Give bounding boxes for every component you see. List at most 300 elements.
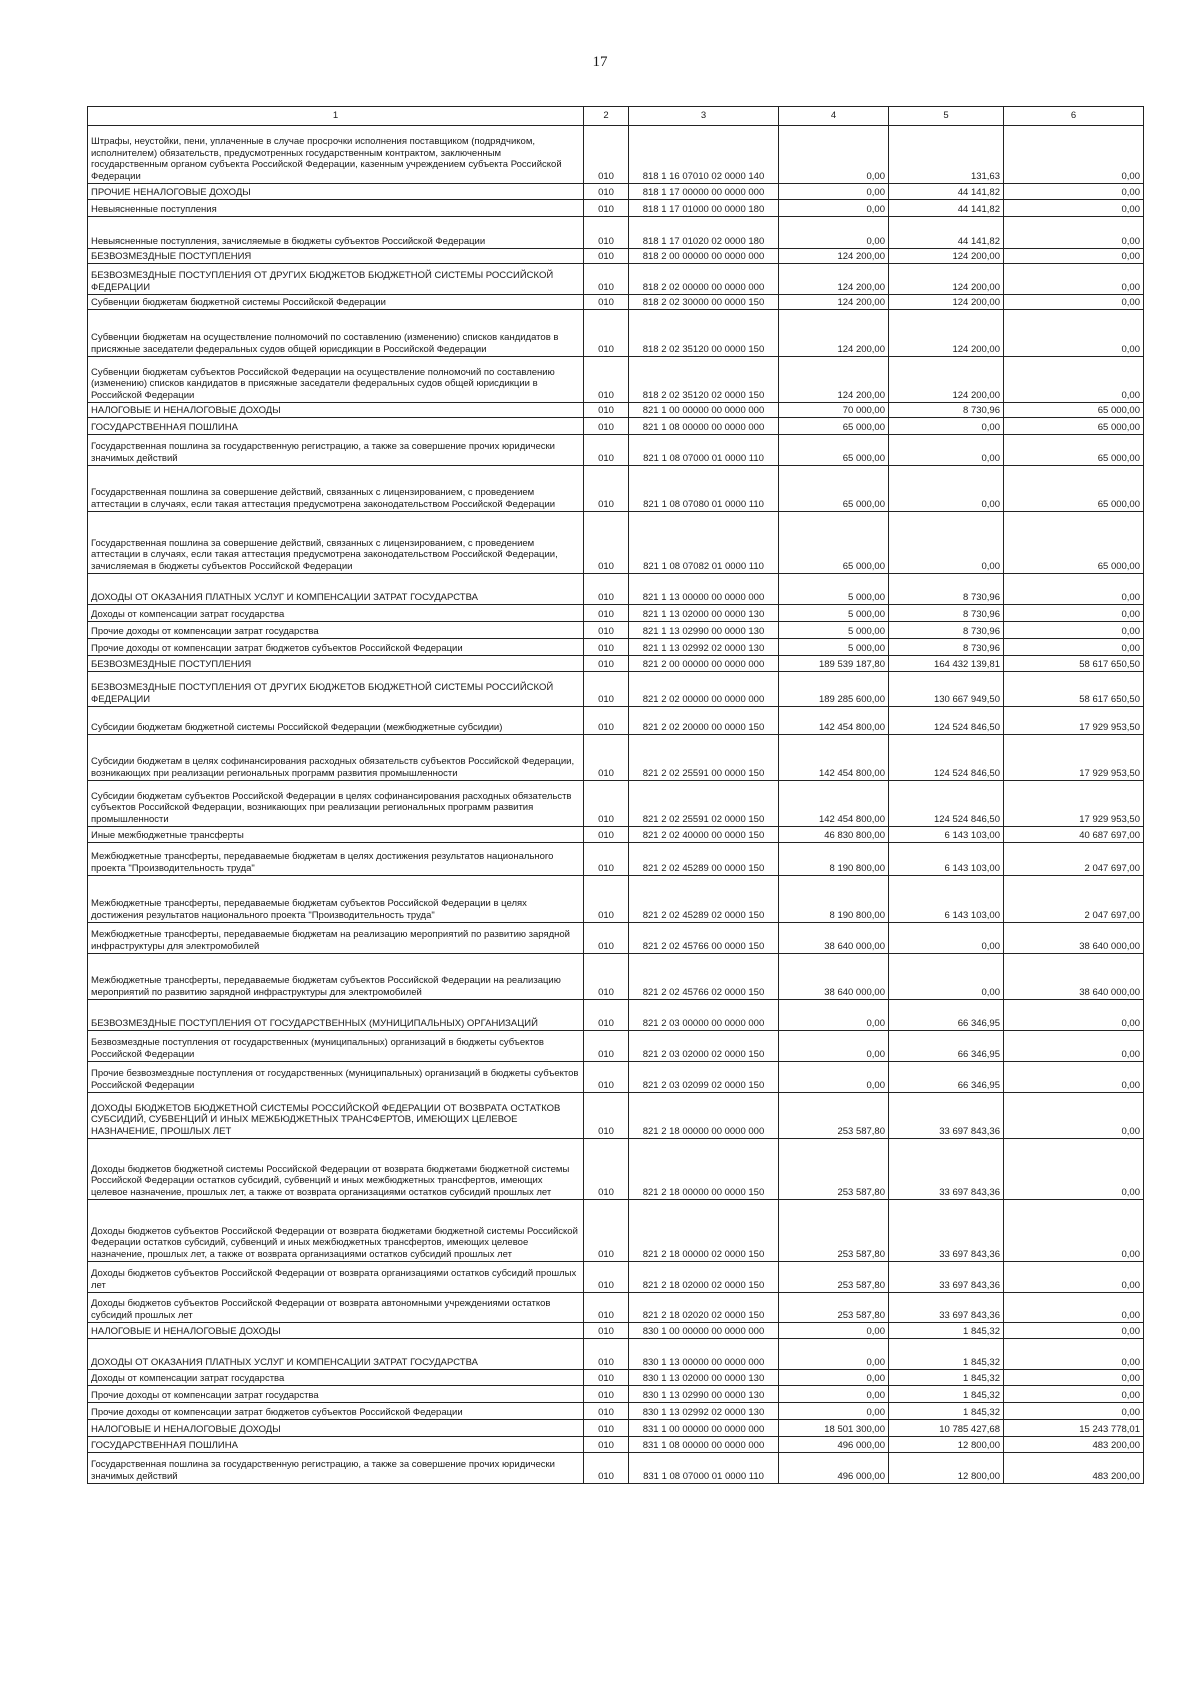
row-kbk-cell: 818 2 02 00000 00 0000 000 — [629, 264, 779, 295]
table-row — [88, 264, 1144, 295]
row-kbk-cell: 831 1 00 00000 00 0000 000 — [629, 1420, 779, 1437]
row-code-cell: 010 — [584, 656, 629, 672]
row-col6-cell: 0,00 — [1004, 1062, 1144, 1093]
row-kbk-cell: 821 2 18 02020 02 0000 150 — [629, 1293, 779, 1323]
row-name-cell: БЕЗВОЗМЕЗДНЫЕ ПОСТУПЛЕНИЯ ОТ ДРУГИХ БЮДЖЕТОВ БЮДЖЕТНОЙ СИСТЕМЫ РОССИЙСКОЙ ФЕДЕРАЦИИ — [88, 264, 584, 295]
row-col5-cell: 12 800,00 — [889, 1437, 1004, 1453]
table-row — [88, 1000, 1144, 1031]
table-row — [88, 418, 1144, 435]
row-code-cell: 010 — [584, 605, 629, 622]
table-row — [88, 126, 1144, 184]
table-row — [88, 200, 1144, 217]
row-col4-cell: 253 587,80 — [779, 1200, 889, 1262]
row-kbk-cell: 830 1 13 02000 00 0000 130 — [629, 1370, 779, 1386]
row-col6-cell: 0,00 — [1004, 357, 1144, 403]
row-col4-cell: 124 200,00 — [779, 357, 889, 403]
row-col6-cell: 0,00 — [1004, 1093, 1144, 1139]
table-row — [88, 622, 1144, 639]
table-row — [88, 435, 1144, 466]
row-code-cell: 010 — [584, 781, 629, 827]
row-col4-cell: 0,00 — [779, 1323, 889, 1339]
row-col4-cell: 496 000,00 — [779, 1437, 889, 1453]
row-col5-cell: 124 200,00 — [889, 249, 1004, 264]
table-row — [88, 466, 1144, 512]
row-code-cell: 010 — [584, 1293, 629, 1323]
row-col4-cell: 142 454 800,00 — [779, 781, 889, 827]
row-col6-cell: 2 047 697,00 — [1004, 876, 1144, 923]
row-code-cell: 010 — [584, 1139, 629, 1200]
row-kbk-cell: 821 2 02 00000 00 0000 000 — [629, 672, 779, 707]
row-col4-cell: 142 454 800,00 — [779, 707, 889, 735]
row-col5-cell: 0,00 — [889, 923, 1004, 954]
row-col4-cell: 124 200,00 — [779, 295, 889, 310]
row-code-cell: 010 — [584, 1262, 629, 1293]
table-row — [88, 605, 1144, 622]
row-name-cell: Прочие доходы от компенсации затрат бюджетов субъектов Российской Федерации — [88, 1403, 584, 1420]
row-col4-cell: 0,00 — [779, 217, 889, 249]
row-code-cell: 010 — [584, 357, 629, 403]
column-header: 1 — [88, 107, 584, 126]
column-header: 5 — [889, 107, 1004, 126]
row-kbk-cell: 821 1 00 00000 00 0000 000 — [629, 403, 779, 418]
row-col5-cell: 6 143 103,00 — [889, 876, 1004, 923]
row-code-cell: 010 — [584, 310, 629, 357]
revenue-table — [87, 106, 1144, 1484]
table-row — [88, 735, 1144, 781]
table-row — [88, 1323, 1144, 1339]
row-col4-cell: 46 830 800,00 — [779, 827, 889, 843]
row-col5-cell: 1 845,32 — [889, 1386, 1004, 1403]
row-name-cell: НАЛОГОВЫЕ И НЕНАЛОГОВЫЕ ДОХОДЫ — [88, 1420, 584, 1437]
row-name-cell: Субвенции бюджетам бюджетной системы Российской Федерации — [88, 295, 584, 310]
row-kbk-cell: 818 1 17 01000 00 0000 180 — [629, 200, 779, 217]
row-col6-cell: 65 000,00 — [1004, 512, 1144, 574]
row-code-cell: 010 — [584, 1000, 629, 1031]
row-col6-cell: 0,00 — [1004, 1139, 1144, 1200]
row-kbk-cell: 831 1 08 07000 01 0000 110 — [629, 1453, 779, 1484]
row-col6-cell: 483 200,00 — [1004, 1453, 1144, 1484]
row-code-cell: 010 — [584, 249, 629, 264]
row-code-cell: 010 — [584, 1031, 629, 1062]
column-header: 3 — [629, 107, 779, 126]
row-name-cell: Государственная пошлина за государственную регистрацию, а также за совершение прочих юридически значимых действий — [88, 1453, 584, 1484]
row-kbk-cell: 818 2 02 35120 00 0000 150 — [629, 310, 779, 357]
table-row — [88, 843, 1144, 876]
table-row — [88, 707, 1144, 735]
row-col5-cell: 6 143 103,00 — [889, 843, 1004, 876]
row-kbk-cell: 821 2 03 00000 00 0000 000 — [629, 1000, 779, 1031]
row-col6-cell: 0,00 — [1004, 1370, 1144, 1386]
row-kbk-cell: 821 2 18 00000 02 0000 150 — [629, 1200, 779, 1262]
row-col4-cell: 0,00 — [779, 1370, 889, 1386]
row-col5-cell: 1 845,32 — [889, 1370, 1004, 1386]
row-col4-cell: 253 587,80 — [779, 1093, 889, 1139]
row-col5-cell: 0,00 — [889, 512, 1004, 574]
row-col4-cell: 65 000,00 — [779, 435, 889, 466]
row-kbk-cell: 818 1 16 07010 02 0000 140 — [629, 126, 779, 184]
table-row — [88, 295, 1144, 310]
row-col4-cell: 65 000,00 — [779, 512, 889, 574]
row-col6-cell: 0,00 — [1004, 622, 1144, 639]
row-col6-cell: 17 929 953,50 — [1004, 707, 1144, 735]
row-col4-cell: 142 454 800,00 — [779, 735, 889, 781]
row-col6-cell: 65 000,00 — [1004, 435, 1144, 466]
row-code-cell: 010 — [584, 295, 629, 310]
row-col5-cell: 0,00 — [889, 466, 1004, 512]
row-col6-cell: 58 617 650,50 — [1004, 656, 1144, 672]
table-row — [88, 954, 1144, 1000]
row-col6-cell: 0,00 — [1004, 1386, 1144, 1403]
row-col5-cell: 10 785 427,68 — [889, 1420, 1004, 1437]
row-name-cell: Штрафы, неустойки, пени, уплаченные в случае просрочки исполнения поставщиком (подрядчиком, исполнителем) обязательств, предусмотренных государственным контрактом, заключенным государственным органом субъекта Российской Федерации, казенным учреждением субъекта Российской Федерации — [88, 126, 584, 184]
row-name-cell: Межбюджетные трансферты, передаваемые бюджетам на реализацию мероприятий по развитию зарядной инфраструктуры для электромобилей — [88, 923, 584, 954]
row-col5-cell: 124 200,00 — [889, 357, 1004, 403]
row-name-cell: Доходы бюджетов субъектов Российской Федерации от возврата бюджетами бюджетной системы Российской Федерации остатков субсидий, субвенций и иных межбюджетных трансфертов, имеющих целевое назначение, прошлых лет, а также от возврата организациями остатков субсидий прошлых лет — [88, 1200, 584, 1262]
row-code-cell: 010 — [584, 923, 629, 954]
row-col5-cell: 44 141,82 — [889, 184, 1004, 200]
row-name-cell: Государственная пошлина за совершение действий, связанных с лицензированием, с проведением аттестации в случаях, если такая аттестация предусмотрена законодательством Российской Федерации, зачисляемая в бюджеты субъектов Российской Федерации — [88, 512, 584, 574]
row-kbk-cell: 821 2 18 00000 00 0000 150 — [629, 1139, 779, 1200]
table-row — [88, 1339, 1144, 1370]
row-col5-cell: 0,00 — [889, 418, 1004, 435]
table-row — [88, 1262, 1144, 1293]
row-kbk-cell: 821 2 02 25591 02 0000 150 — [629, 781, 779, 827]
row-col5-cell: 0,00 — [889, 954, 1004, 1000]
row-code-cell: 010 — [584, 639, 629, 656]
table-row — [88, 1139, 1144, 1200]
row-name-cell: БЕЗВОЗМЕЗДНЫЕ ПОСТУПЛЕНИЯ ОТ ГОСУДАРСТВЕННЫХ (МУНИЦИПАЛЬНЫХ) ОРГАНИЗАЦИЙ — [88, 1000, 584, 1031]
row-col6-cell: 17 929 953,50 — [1004, 735, 1144, 781]
row-kbk-cell: 821 1 13 02992 02 0000 130 — [629, 639, 779, 656]
row-kbk-cell: 821 2 00 00000 00 0000 000 — [629, 656, 779, 672]
row-code-cell: 010 — [584, 1386, 629, 1403]
column-number-row — [88, 107, 1144, 126]
row-name-cell: Невыясненные поступления — [88, 200, 584, 217]
row-col5-cell: 33 697 843,36 — [889, 1200, 1004, 1262]
row-col5-cell: 131,63 — [889, 126, 1004, 184]
row-col5-cell: 44 141,82 — [889, 200, 1004, 217]
table-row — [88, 781, 1144, 827]
row-kbk-cell: 821 2 02 45289 00 0000 150 — [629, 843, 779, 876]
row-col4-cell: 38 640 000,00 — [779, 954, 889, 1000]
row-name-cell: ГОСУДАРСТВЕННАЯ ПОШЛИНА — [88, 1437, 584, 1453]
table-row — [88, 249, 1144, 264]
row-col5-cell: 33 697 843,36 — [889, 1139, 1004, 1200]
row-col5-cell: 124 524 846,50 — [889, 707, 1004, 735]
row-name-cell: Субвенции бюджетам субъектов Российской Федерации на осуществление полномочий по составлению (изменению) списков кандидатов в присяжные заседатели федеральных судов общей юрисдикции в Российской Федерации — [88, 357, 584, 403]
row-code-cell: 010 — [584, 418, 629, 435]
row-col5-cell: 124 200,00 — [889, 310, 1004, 357]
table-row — [88, 1200, 1144, 1262]
row-col4-cell: 0,00 — [779, 1000, 889, 1031]
row-col5-cell: 12 800,00 — [889, 1453, 1004, 1484]
row-col4-cell: 0,00 — [779, 1031, 889, 1062]
row-col6-cell: 0,00 — [1004, 1339, 1144, 1370]
row-col6-cell: 0,00 — [1004, 574, 1144, 605]
row-code-cell: 010 — [584, 1323, 629, 1339]
row-kbk-cell: 818 1 17 01020 02 0000 180 — [629, 217, 779, 249]
row-col4-cell: 38 640 000,00 — [779, 923, 889, 954]
row-col4-cell: 496 000,00 — [779, 1453, 889, 1484]
row-kbk-cell: 830 1 13 02990 00 0000 130 — [629, 1386, 779, 1403]
row-col5-cell: 66 346,95 — [889, 1062, 1004, 1093]
row-col6-cell: 38 640 000,00 — [1004, 923, 1144, 954]
row-name-cell: Безвозмездные поступления от государственных (муниципальных) организаций в бюджеты субъектов Российской Федерации — [88, 1031, 584, 1062]
table-row — [88, 827, 1144, 843]
row-col5-cell: 8 730,96 — [889, 639, 1004, 656]
row-col4-cell: 18 501 300,00 — [779, 1420, 889, 1437]
row-col4-cell: 65 000,00 — [779, 418, 889, 435]
row-code-cell: 010 — [584, 1437, 629, 1453]
row-col5-cell: 33 697 843,36 — [889, 1262, 1004, 1293]
row-col5-cell: 124 524 846,50 — [889, 735, 1004, 781]
row-name-cell: БЕЗВОЗМЕЗДНЫЕ ПОСТУПЛЕНИЯ — [88, 249, 584, 264]
row-kbk-cell: 821 1 08 07080 01 0000 110 — [629, 466, 779, 512]
row-name-cell: ДОХОДЫ ОТ ОКАЗАНИЯ ПЛАТНЫХ УСЛУГ И КОМПЕНСАЦИИ ЗАТРАТ ГОСУДАРСТВА — [88, 574, 584, 605]
row-col4-cell: 124 200,00 — [779, 310, 889, 357]
table-row — [88, 512, 1144, 574]
column-header: 4 — [779, 107, 889, 126]
page-number: 17 — [592, 54, 608, 70]
row-col4-cell: 0,00 — [779, 1403, 889, 1420]
row-code-cell: 010 — [584, 200, 629, 217]
row-code-cell: 010 — [584, 1403, 629, 1420]
row-col5-cell: 164 432 139,81 — [889, 656, 1004, 672]
row-col4-cell: 124 200,00 — [779, 264, 889, 295]
table-row — [88, 672, 1144, 707]
row-col4-cell: 0,00 — [779, 1339, 889, 1370]
row-col6-cell: 0,00 — [1004, 1000, 1144, 1031]
row-col4-cell: 189 285 600,00 — [779, 672, 889, 707]
row-code-cell: 010 — [584, 264, 629, 295]
row-col6-cell: 17 929 953,50 — [1004, 781, 1144, 827]
row-kbk-cell: 830 1 00 00000 00 0000 000 — [629, 1323, 779, 1339]
row-col4-cell: 189 539 187,80 — [779, 656, 889, 672]
row-col5-cell: 1 845,32 — [889, 1323, 1004, 1339]
row-col6-cell: 0,00 — [1004, 126, 1144, 184]
row-col5-cell: 66 346,95 — [889, 1000, 1004, 1031]
row-kbk-cell: 821 2 03 02000 02 0000 150 — [629, 1031, 779, 1062]
row-col6-cell: 0,00 — [1004, 1293, 1144, 1323]
row-name-cell: Государственная пошлина за государственную регистрацию, а также за совершение прочих юридически значимых действий — [88, 435, 584, 466]
row-col5-cell: 8 730,96 — [889, 403, 1004, 418]
row-name-cell: Доходы от компенсации затрат государства — [88, 605, 584, 622]
table-row — [88, 403, 1144, 418]
row-col4-cell: 253 587,80 — [779, 1139, 889, 1200]
row-col5-cell: 124 524 846,50 — [889, 781, 1004, 827]
table-row — [88, 1420, 1144, 1437]
row-col5-cell: 8 730,96 — [889, 622, 1004, 639]
row-kbk-cell: 821 2 02 45766 02 0000 150 — [629, 954, 779, 1000]
row-code-cell: 010 — [584, 672, 629, 707]
row-kbk-cell: 821 2 02 45289 02 0000 150 — [629, 876, 779, 923]
column-header: 6 — [1004, 107, 1144, 126]
row-name-cell: Доходы бюджетов субъектов Российской Федерации от возврата автономными учреждениями остатков субсидий прошлых лет — [88, 1293, 584, 1323]
row-name-cell: Доходы бюджетов бюджетной системы Российской Федерации от возврата бюджетами бюджетной системы Российской Федерации остатков субсидий, субвенций и иных межбюджетных трансфертов, имеющих целевое назначение, прошлых лет, а также от возврата организациями остатков субсидий прошлых лет — [88, 1139, 584, 1200]
row-col5-cell: 0,00 — [889, 435, 1004, 466]
table-row — [88, 1453, 1144, 1484]
row-col5-cell: 1 845,32 — [889, 1403, 1004, 1420]
row-kbk-cell: 821 2 02 45766 00 0000 150 — [629, 923, 779, 954]
row-name-cell: Иные межбюджетные трансферты — [88, 827, 584, 843]
row-col4-cell: 5 000,00 — [779, 605, 889, 622]
row-kbk-cell: 821 1 13 00000 00 0000 000 — [629, 574, 779, 605]
row-code-cell: 010 — [584, 403, 629, 418]
row-kbk-cell: 818 2 02 30000 00 0000 150 — [629, 295, 779, 310]
row-col6-cell: 0,00 — [1004, 184, 1144, 200]
row-code-cell: 010 — [584, 843, 629, 876]
table-row — [88, 184, 1144, 200]
row-col6-cell: 0,00 — [1004, 264, 1144, 295]
table-row — [88, 876, 1144, 923]
row-kbk-cell: 821 1 08 07000 01 0000 110 — [629, 435, 779, 466]
row-code-cell: 010 — [584, 126, 629, 184]
row-kbk-cell: 830 1 13 02992 02 0000 130 — [629, 1403, 779, 1420]
table-row — [88, 1437, 1144, 1453]
row-col5-cell: 124 200,00 — [889, 264, 1004, 295]
row-col4-cell: 5 000,00 — [779, 574, 889, 605]
row-name-cell: Прочие доходы от компенсации затрат бюджетов субъектов Российской Федерации — [88, 639, 584, 656]
row-col6-cell: 0,00 — [1004, 1323, 1144, 1339]
row-kbk-cell: 818 2 00 00000 00 0000 000 — [629, 249, 779, 264]
row-name-cell: ГОСУДАРСТВЕННАЯ ПОШЛИНА — [88, 418, 584, 435]
table-row — [88, 1031, 1144, 1062]
row-name-cell: Межбюджетные трансферты, передаваемые бюджетам в целях достижения результатов национального проекта "Производительность труда" — [88, 843, 584, 876]
row-code-cell: 010 — [584, 466, 629, 512]
row-col6-cell: 483 200,00 — [1004, 1437, 1144, 1453]
row-kbk-cell: 821 2 18 00000 00 0000 000 — [629, 1093, 779, 1139]
row-name-cell: Государственная пошлина за совершение действий, связанных с лицензированием, с проведением аттестации в случаях, если такая аттестация предусмотрена законодательством Российской Федерации — [88, 466, 584, 512]
table-row — [88, 1293, 1144, 1323]
row-code-cell: 010 — [584, 1062, 629, 1093]
table-row — [88, 923, 1144, 954]
row-col6-cell: 65 000,00 — [1004, 466, 1144, 512]
row-col5-cell: 8 730,96 — [889, 574, 1004, 605]
row-col6-cell: 0,00 — [1004, 249, 1144, 264]
row-col4-cell: 70 000,00 — [779, 403, 889, 418]
row-kbk-cell: 818 2 02 35120 02 0000 150 — [629, 357, 779, 403]
row-col4-cell: 0,00 — [779, 1386, 889, 1403]
row-col6-cell: 15 243 778,01 — [1004, 1420, 1144, 1437]
row-kbk-cell: 818 1 17 00000 00 0000 000 — [629, 184, 779, 200]
table-row — [88, 656, 1144, 672]
table-row — [88, 1386, 1144, 1403]
row-name-cell: ДОХОДЫ ОТ ОКАЗАНИЯ ПЛАТНЫХ УСЛУГ И КОМПЕНСАЦИИ ЗАТРАТ ГОСУДАРСТВА — [88, 1339, 584, 1370]
row-name-cell: БЕЗВОЗМЕЗДНЫЕ ПОСТУПЛЕНИЯ ОТ ДРУГИХ БЮДЖЕТОВ БЮДЖЕТНОЙ СИСТЕМЫ РОССИЙСКОЙ ФЕДЕРАЦИИ — [88, 672, 584, 707]
column-header: 2 — [584, 107, 629, 126]
row-col6-cell: 0,00 — [1004, 1200, 1144, 1262]
table-row — [88, 1403, 1144, 1420]
row-code-cell: 010 — [584, 1339, 629, 1370]
row-name-cell: Субвенции бюджетам на осуществление полномочий по составлению (изменению) списков кандидатов в присяжные заседатели федеральных судов общей юрисдикции в Российской Федерации — [88, 310, 584, 357]
row-col6-cell: 58 617 650,50 — [1004, 672, 1144, 707]
row-code-cell: 010 — [584, 217, 629, 249]
row-col6-cell: 0,00 — [1004, 310, 1144, 357]
row-col6-cell: 0,00 — [1004, 1403, 1144, 1420]
row-name-cell: Межбюджетные трансферты, передаваемые бюджетам субъектов Российской Федерации на реализацию мероприятий по развитию зарядной инфраструктуры для электромобилей — [88, 954, 584, 1000]
row-col4-cell: 0,00 — [779, 200, 889, 217]
row-name-cell: НАЛОГОВЫЕ И НЕНАЛОГОВЫЕ ДОХОДЫ — [88, 1323, 584, 1339]
row-name-cell: Субсидии бюджетам бюджетной системы Российской Федерации (межбюджетные субсидии) — [88, 707, 584, 735]
row-name-cell: Доходы бюджетов субъектов Российской Федерации от возврата организациями остатков субсидий прошлых лет — [88, 1262, 584, 1293]
row-name-cell: НАЛОГОВЫЕ И НЕНАЛОГОВЫЕ ДОХОДЫ — [88, 403, 584, 418]
row-code-cell: 010 — [584, 184, 629, 200]
row-code-cell: 010 — [584, 876, 629, 923]
row-col5-cell: 6 143 103,00 — [889, 827, 1004, 843]
row-name-cell: Субсидии бюджетам в целях софинансирования расходных обязательств субъектов Российской Федерации, возникающих при реализации региональных программ развития промышленности — [88, 735, 584, 781]
row-col6-cell: 0,00 — [1004, 200, 1144, 217]
row-col4-cell: 0,00 — [779, 126, 889, 184]
row-code-cell: 010 — [584, 574, 629, 605]
row-col5-cell: 33 697 843,36 — [889, 1293, 1004, 1323]
row-code-cell: 010 — [584, 1200, 629, 1262]
row-col4-cell: 253 587,80 — [779, 1262, 889, 1293]
row-col6-cell: 0,00 — [1004, 1031, 1144, 1062]
row-col6-cell: 65 000,00 — [1004, 403, 1144, 418]
row-col6-cell: 38 640 000,00 — [1004, 954, 1144, 1000]
row-name-cell: Прочие безвозмездные поступления от государственных (муниципальных) организаций в бюджеты субъектов Российской Федерации — [88, 1062, 584, 1093]
row-code-cell: 010 — [584, 1093, 629, 1139]
table-row — [88, 1062, 1144, 1093]
row-name-cell: Доходы от компенсации затрат государства — [88, 1370, 584, 1386]
row-name-cell: Субсидии бюджетам субъектов Российской Федерации в целях софинансирования расходных обязательств субъектов Российской Федерации, возникающих при реализации региональных программ развития промышленности — [88, 781, 584, 827]
row-col4-cell: 0,00 — [779, 184, 889, 200]
row-col4-cell: 65 000,00 — [779, 466, 889, 512]
row-col5-cell: 8 730,96 — [889, 605, 1004, 622]
row-code-cell: 010 — [584, 954, 629, 1000]
row-col4-cell: 124 200,00 — [779, 249, 889, 264]
table-row — [88, 217, 1144, 249]
row-kbk-cell: 831 1 08 00000 00 0000 000 — [629, 1437, 779, 1453]
row-col5-cell: 33 697 843,36 — [889, 1093, 1004, 1139]
table-row — [88, 1370, 1144, 1386]
row-col6-cell: 0,00 — [1004, 217, 1144, 249]
table-body — [88, 126, 1144, 1484]
row-col6-cell: 0,00 — [1004, 605, 1144, 622]
table-row — [88, 310, 1144, 357]
row-code-cell: 010 — [584, 827, 629, 843]
row-col4-cell: 253 587,80 — [779, 1293, 889, 1323]
row-col5-cell: 130 667 949,50 — [889, 672, 1004, 707]
row-col6-cell: 65 000,00 — [1004, 418, 1144, 435]
row-kbk-cell: 821 2 18 02000 02 0000 150 — [629, 1262, 779, 1293]
row-name-cell: Межбюджетные трансферты, передаваемые бюджетам субъектов Российской Федерации в целях достижения результатов национального проекта "Производительность труда" — [88, 876, 584, 923]
row-col6-cell: 40 687 697,00 — [1004, 827, 1144, 843]
row-code-cell: 010 — [584, 512, 629, 574]
row-col6-cell: 0,00 — [1004, 1262, 1144, 1293]
row-col5-cell: 66 346,95 — [889, 1031, 1004, 1062]
row-code-cell: 010 — [584, 622, 629, 639]
row-code-cell: 010 — [584, 707, 629, 735]
table-row — [88, 1093, 1144, 1139]
row-kbk-cell: 821 1 08 00000 00 0000 000 — [629, 418, 779, 435]
row-code-cell: 010 — [584, 1453, 629, 1484]
row-col4-cell: 0,00 — [779, 1062, 889, 1093]
row-name-cell: Прочие доходы от компенсации затрат государства — [88, 622, 584, 639]
row-code-cell: 010 — [584, 735, 629, 781]
row-name-cell: БЕЗВОЗМЕЗДНЫЕ ПОСТУПЛЕНИЯ — [88, 656, 584, 672]
row-kbk-cell: 821 2 02 40000 00 0000 150 — [629, 827, 779, 843]
row-col5-cell: 1 845,32 — [889, 1339, 1004, 1370]
row-code-cell: 010 — [584, 1370, 629, 1386]
row-col4-cell: 5 000,00 — [779, 622, 889, 639]
row-col6-cell: 0,00 — [1004, 639, 1144, 656]
row-kbk-cell: 821 2 02 20000 00 0000 150 — [629, 707, 779, 735]
table-row — [88, 574, 1144, 605]
row-name-cell: Невыясненные поступления, зачисляемые в бюджеты субъектов Российской Федерации — [88, 217, 584, 249]
row-col6-cell: 2 047 697,00 — [1004, 843, 1144, 876]
row-col5-cell: 44 141,82 — [889, 217, 1004, 249]
